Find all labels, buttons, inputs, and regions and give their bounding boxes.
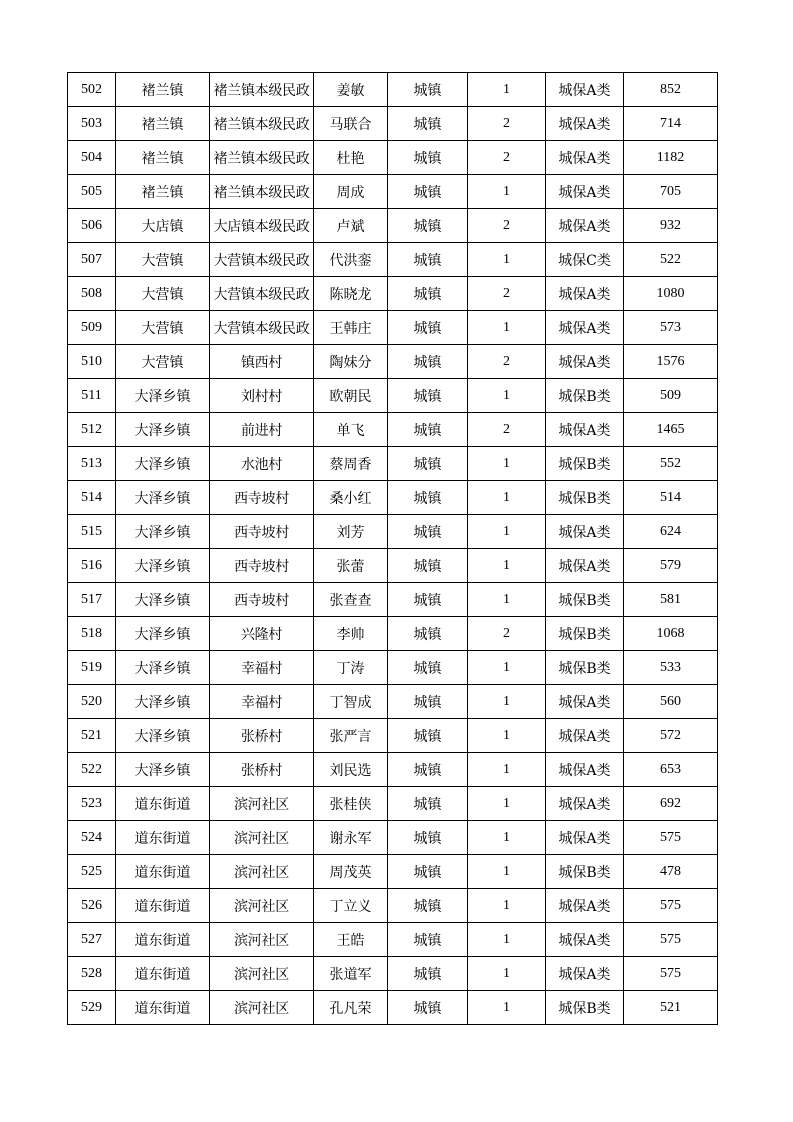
cell-household-count: 1 <box>468 243 546 277</box>
cell-person-name: 张查查 <box>314 583 388 617</box>
table-body <box>68 73 718 1025</box>
cell-town: 大泽乡镇 <box>116 719 210 753</box>
table-row <box>68 413 718 447</box>
cell-category: 城保A类 <box>546 141 624 175</box>
cell-town: 大泽乡镇 <box>116 549 210 583</box>
cell-amount: 560 <box>624 685 718 719</box>
cell-area-type: 城镇 <box>388 277 468 311</box>
cell-household-count: 1 <box>468 175 546 209</box>
cell-person-name: 张严言 <box>314 719 388 753</box>
cell-row-number: 527 <box>68 923 116 957</box>
cell-person-name: 谢永军 <box>314 821 388 855</box>
cell-category: 城保A类 <box>546 821 624 855</box>
table-row <box>68 73 718 107</box>
cell-village: 褚兰镇本级民政 <box>210 73 314 107</box>
assistance-list-table <box>67 72 718 1025</box>
cell-amount: 575 <box>624 957 718 991</box>
table-row <box>68 923 718 957</box>
cell-person-name: 王韩庄 <box>314 311 388 345</box>
cell-household-count: 2 <box>468 277 546 311</box>
cell-household-count: 2 <box>468 141 546 175</box>
cell-area-type: 城镇 <box>388 379 468 413</box>
cell-town: 大泽乡镇 <box>116 379 210 413</box>
cell-village: 西寺坡村 <box>210 515 314 549</box>
table-row <box>68 447 718 481</box>
table-row <box>68 107 718 141</box>
cell-town: 大营镇 <box>116 311 210 345</box>
cell-category: 城保B类 <box>546 379 624 413</box>
cell-row-number: 528 <box>68 957 116 991</box>
cell-village: 滨河社区 <box>210 855 314 889</box>
cell-row-number: 515 <box>68 515 116 549</box>
cell-household-count: 1 <box>468 991 546 1025</box>
cell-area-type: 城镇 <box>388 685 468 719</box>
cell-village: 滨河社区 <box>210 923 314 957</box>
table-row <box>68 719 718 753</box>
cell-area-type: 城镇 <box>388 821 468 855</box>
cell-household-count: 1 <box>468 719 546 753</box>
cell-village: 张桥村 <box>210 753 314 787</box>
cell-town: 大营镇 <box>116 345 210 379</box>
table-row <box>68 651 718 685</box>
cell-area-type: 城镇 <box>388 753 468 787</box>
cell-area-type: 城镇 <box>388 617 468 651</box>
cell-category: 城保A类 <box>546 175 624 209</box>
cell-category: 城保A类 <box>546 719 624 753</box>
cell-amount: 572 <box>624 719 718 753</box>
cell-town: 道东街道 <box>116 923 210 957</box>
cell-category: 城保A类 <box>546 685 624 719</box>
table-row <box>68 481 718 515</box>
cell-category: 城保A类 <box>546 549 624 583</box>
cell-town: 大泽乡镇 <box>116 685 210 719</box>
cell-row-number: 504 <box>68 141 116 175</box>
table-row <box>68 991 718 1025</box>
table-row <box>68 957 718 991</box>
cell-person-name: 张蕾 <box>314 549 388 583</box>
cell-category: 城保A类 <box>546 277 624 311</box>
cell-household-count: 2 <box>468 107 546 141</box>
table-row <box>68 617 718 651</box>
table-row <box>68 583 718 617</box>
cell-area-type: 城镇 <box>388 889 468 923</box>
cell-row-number: 522 <box>68 753 116 787</box>
cell-village: 张桥村 <box>210 719 314 753</box>
cell-village: 大店镇本级民政 <box>210 209 314 243</box>
table-row <box>68 685 718 719</box>
cell-town: 道东街道 <box>116 957 210 991</box>
cell-household-count: 1 <box>468 685 546 719</box>
cell-area-type: 城镇 <box>388 209 468 243</box>
cell-person-name: 周成 <box>314 175 388 209</box>
table-row <box>68 753 718 787</box>
cell-amount: 1068 <box>624 617 718 651</box>
cell-town: 道东街道 <box>116 991 210 1025</box>
cell-village: 幸福村 <box>210 651 314 685</box>
cell-town: 道东街道 <box>116 889 210 923</box>
cell-person-name: 陶妹分 <box>314 345 388 379</box>
cell-town: 大泽乡镇 <box>116 447 210 481</box>
table-row <box>68 209 718 243</box>
cell-amount: 1080 <box>624 277 718 311</box>
cell-town: 大泽乡镇 <box>116 753 210 787</box>
cell-area-type: 城镇 <box>388 855 468 889</box>
table-row <box>68 175 718 209</box>
cell-row-number: 502 <box>68 73 116 107</box>
cell-category: 城保A类 <box>546 753 624 787</box>
cell-area-type: 城镇 <box>388 107 468 141</box>
cell-household-count: 1 <box>468 753 546 787</box>
cell-household-count: 1 <box>468 583 546 617</box>
cell-amount: 852 <box>624 73 718 107</box>
cell-category: 城保A类 <box>546 209 624 243</box>
cell-row-number: 521 <box>68 719 116 753</box>
cell-household-count: 1 <box>468 821 546 855</box>
cell-village: 大营镇本级民政 <box>210 277 314 311</box>
table-row <box>68 855 718 889</box>
cell-amount: 575 <box>624 889 718 923</box>
cell-amount: 575 <box>624 821 718 855</box>
table-row <box>68 277 718 311</box>
cell-village: 兴隆村 <box>210 617 314 651</box>
cell-village: 镇西村 <box>210 345 314 379</box>
cell-area-type: 城镇 <box>388 345 468 379</box>
cell-village: 西寺坡村 <box>210 549 314 583</box>
cell-area-type: 城镇 <box>388 447 468 481</box>
cell-household-count: 2 <box>468 345 546 379</box>
cell-category: 城保A类 <box>546 889 624 923</box>
cell-village: 褚兰镇本级民政 <box>210 175 314 209</box>
cell-area-type: 城镇 <box>388 311 468 345</box>
cell-category: 城保A类 <box>546 413 624 447</box>
cell-town: 大泽乡镇 <box>116 515 210 549</box>
cell-village: 西寺坡村 <box>210 583 314 617</box>
cell-person-name: 单飞 <box>314 413 388 447</box>
cell-row-number: 525 <box>68 855 116 889</box>
cell-area-type: 城镇 <box>388 719 468 753</box>
cell-amount: 552 <box>624 447 718 481</box>
cell-category: 城保A类 <box>546 311 624 345</box>
cell-person-name: 卢斌 <box>314 209 388 243</box>
cell-town: 大泽乡镇 <box>116 481 210 515</box>
cell-area-type: 城镇 <box>388 515 468 549</box>
cell-category: 城保B类 <box>546 481 624 515</box>
cell-person-name: 丁立义 <box>314 889 388 923</box>
table-row <box>68 821 718 855</box>
cell-household-count: 2 <box>468 413 546 447</box>
cell-category: 城保B类 <box>546 583 624 617</box>
cell-person-name: 李帅 <box>314 617 388 651</box>
table-row <box>68 889 718 923</box>
cell-row-number: 529 <box>68 991 116 1025</box>
cell-amount: 533 <box>624 651 718 685</box>
cell-area-type: 城镇 <box>388 923 468 957</box>
cell-row-number: 520 <box>68 685 116 719</box>
table-row <box>68 345 718 379</box>
cell-row-number: 518 <box>68 617 116 651</box>
cell-person-name: 周茂英 <box>314 855 388 889</box>
cell-category: 城保A类 <box>546 787 624 821</box>
cell-person-name: 丁智成 <box>314 685 388 719</box>
cell-amount: 514 <box>624 481 718 515</box>
cell-village: 前进村 <box>210 413 314 447</box>
cell-area-type: 城镇 <box>388 243 468 277</box>
table-row <box>68 515 718 549</box>
cell-village: 幸福村 <box>210 685 314 719</box>
cell-category: 城保A类 <box>546 345 624 379</box>
cell-amount: 575 <box>624 923 718 957</box>
cell-area-type: 城镇 <box>388 651 468 685</box>
cell-amount: 932 <box>624 209 718 243</box>
cell-household-count: 1 <box>468 923 546 957</box>
cell-amount: 714 <box>624 107 718 141</box>
cell-town: 大泽乡镇 <box>116 583 210 617</box>
cell-person-name: 刘芳 <box>314 515 388 549</box>
cell-town: 道东街道 <box>116 821 210 855</box>
cell-category: 城保B类 <box>546 855 624 889</box>
cell-row-number: 519 <box>68 651 116 685</box>
cell-row-number: 510 <box>68 345 116 379</box>
cell-area-type: 城镇 <box>388 991 468 1025</box>
cell-amount: 521 <box>624 991 718 1025</box>
cell-row-number: 523 <box>68 787 116 821</box>
cell-person-name: 王皓 <box>314 923 388 957</box>
cell-village: 褚兰镇本级民政 <box>210 107 314 141</box>
cell-category: 城保A类 <box>546 515 624 549</box>
cell-household-count: 1 <box>468 481 546 515</box>
cell-row-number: 506 <box>68 209 116 243</box>
table-row <box>68 243 718 277</box>
cell-household-count: 1 <box>468 889 546 923</box>
cell-household-count: 1 <box>468 515 546 549</box>
cell-village: 刘村村 <box>210 379 314 413</box>
cell-village: 滨河社区 <box>210 821 314 855</box>
cell-person-name: 丁涛 <box>314 651 388 685</box>
cell-town: 大泽乡镇 <box>116 651 210 685</box>
cell-amount: 692 <box>624 787 718 821</box>
cell-town: 道东街道 <box>116 787 210 821</box>
cell-category: 城保B类 <box>546 447 624 481</box>
cell-amount: 653 <box>624 753 718 787</box>
cell-row-number: 514 <box>68 481 116 515</box>
cell-category: 城保B类 <box>546 617 624 651</box>
cell-person-name: 张桂侠 <box>314 787 388 821</box>
cell-village: 滨河社区 <box>210 889 314 923</box>
cell-town: 褚兰镇 <box>116 107 210 141</box>
cell-amount: 579 <box>624 549 718 583</box>
cell-row-number: 517 <box>68 583 116 617</box>
cell-household-count: 1 <box>468 73 546 107</box>
cell-area-type: 城镇 <box>388 413 468 447</box>
cell-area-type: 城镇 <box>388 73 468 107</box>
cell-person-name: 代洪銮 <box>314 243 388 277</box>
cell-household-count: 1 <box>468 855 546 889</box>
cell-household-count: 1 <box>468 379 546 413</box>
cell-amount: 581 <box>624 583 718 617</box>
cell-person-name: 桑小红 <box>314 481 388 515</box>
cell-village: 滨河社区 <box>210 787 314 821</box>
cell-row-number: 524 <box>68 821 116 855</box>
cell-town: 道东街道 <box>116 855 210 889</box>
cell-person-name: 刘民选 <box>314 753 388 787</box>
cell-household-count: 1 <box>468 651 546 685</box>
cell-household-count: 1 <box>468 787 546 821</box>
cell-amount: 1182 <box>624 141 718 175</box>
cell-area-type: 城镇 <box>388 583 468 617</box>
cell-amount: 1576 <box>624 345 718 379</box>
cell-row-number: 509 <box>68 311 116 345</box>
cell-town: 褚兰镇 <box>116 175 210 209</box>
cell-person-name: 杜艳 <box>314 141 388 175</box>
cell-area-type: 城镇 <box>388 549 468 583</box>
cell-category: 城保C类 <box>546 243 624 277</box>
cell-row-number: 503 <box>68 107 116 141</box>
cell-row-number: 516 <box>68 549 116 583</box>
cell-category: 城保B类 <box>546 651 624 685</box>
cell-area-type: 城镇 <box>388 175 468 209</box>
cell-village: 水池村 <box>210 447 314 481</box>
cell-category: 城保A类 <box>546 73 624 107</box>
cell-amount: 573 <box>624 311 718 345</box>
cell-town: 大营镇 <box>116 277 210 311</box>
cell-household-count: 1 <box>468 311 546 345</box>
cell-village: 褚兰镇本级民政 <box>210 141 314 175</box>
cell-town: 大店镇 <box>116 209 210 243</box>
cell-category: 城保A类 <box>546 107 624 141</box>
cell-area-type: 城镇 <box>388 787 468 821</box>
table-row <box>68 311 718 345</box>
cell-amount: 1465 <box>624 413 718 447</box>
cell-person-name: 张道军 <box>314 957 388 991</box>
cell-amount: 478 <box>624 855 718 889</box>
cell-household-count: 1 <box>468 549 546 583</box>
cell-town: 褚兰镇 <box>116 141 210 175</box>
table-row <box>68 141 718 175</box>
cell-person-name: 姜敏 <box>314 73 388 107</box>
cell-village: 大营镇本级民政 <box>210 311 314 345</box>
cell-category: 城保A类 <box>546 923 624 957</box>
cell-person-name: 马联合 <box>314 107 388 141</box>
cell-area-type: 城镇 <box>388 481 468 515</box>
cell-village: 滨河社区 <box>210 957 314 991</box>
cell-row-number: 526 <box>68 889 116 923</box>
cell-person-name: 孔凡荣 <box>314 991 388 1025</box>
cell-town: 大泽乡镇 <box>116 617 210 651</box>
cell-row-number: 513 <box>68 447 116 481</box>
cell-amount: 509 <box>624 379 718 413</box>
cell-row-number: 505 <box>68 175 116 209</box>
cell-area-type: 城镇 <box>388 141 468 175</box>
cell-row-number: 508 <box>68 277 116 311</box>
cell-household-count: 1 <box>468 447 546 481</box>
cell-category: 城保B类 <box>546 991 624 1025</box>
table-row <box>68 379 718 413</box>
cell-area-type: 城镇 <box>388 957 468 991</box>
cell-amount: 624 <box>624 515 718 549</box>
cell-person-name: 欧朝民 <box>314 379 388 413</box>
cell-amount: 705 <box>624 175 718 209</box>
cell-row-number: 511 <box>68 379 116 413</box>
cell-household-count: 2 <box>468 209 546 243</box>
cell-row-number: 512 <box>68 413 116 447</box>
cell-village: 滨河社区 <box>210 991 314 1025</box>
table-row <box>68 787 718 821</box>
cell-person-name: 陈晓龙 <box>314 277 388 311</box>
cell-amount: 522 <box>624 243 718 277</box>
cell-person-name: 蔡周香 <box>314 447 388 481</box>
cell-category: 城保A类 <box>546 957 624 991</box>
cell-village: 大营镇本级民政 <box>210 243 314 277</box>
table-row <box>68 549 718 583</box>
cell-household-count: 1 <box>468 957 546 991</box>
cell-row-number: 507 <box>68 243 116 277</box>
cell-town: 大营镇 <box>116 243 210 277</box>
cell-household-count: 2 <box>468 617 546 651</box>
cell-village: 西寺坡村 <box>210 481 314 515</box>
cell-town: 大泽乡镇 <box>116 413 210 447</box>
cell-town: 褚兰镇 <box>116 73 210 107</box>
